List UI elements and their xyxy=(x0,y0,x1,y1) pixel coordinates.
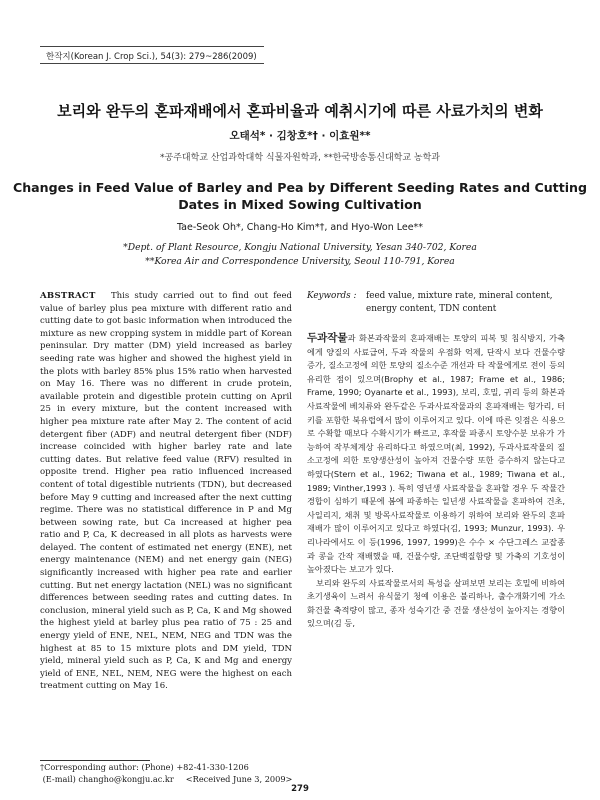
body-paragraph-1 xyxy=(307,332,565,577)
abstract xyxy=(40,290,292,693)
header-rule-top xyxy=(40,46,264,47)
korean-authors: 오태석* · 김창호*† · 이효원** xyxy=(229,130,371,142)
keywords-label: Keywords : xyxy=(307,291,357,301)
english-title xyxy=(0,179,600,213)
english-affiliation-2: **Korea Air and Correspondence University, Seoul 110-791, Korea xyxy=(145,255,455,267)
body-lead-word: 두과작물 xyxy=(307,332,348,344)
english-affiliation-1: *Dept. of Plant Resource, Kongju National University, Yesan 340-702, Korea xyxy=(123,242,477,253)
english-title-line-1: Changes in Feed Value of Barley and Pea by Different Seeding Rates and Cutting xyxy=(12,180,588,195)
korean-affiliation: *공주대학교 산업과학대학 식물자원학과, **한국방송통신대학교 농학과 xyxy=(160,153,440,163)
body-paragraph-2: 보리와 완두의 사료작물로서의 특성을 살펴보면 보리는 호밀에 비하여 초기생육이 느려서 유식물기 청예 이용은 불리하나, 출수개화기에 가소화건물 축적량이 많고, 종자 성숙기간 중 건물 생산성이 높아지는 경향이 있으며(김 등, xyxy=(307,577,565,629)
abstract-heading: ABSTRACT xyxy=(40,291,96,301)
footnote-phone: †Corresponding author: (Phone) +82-41-330-1206 xyxy=(40,762,249,772)
english-title-line-2: Dates in Mixed Sowing Cultivation xyxy=(178,197,422,212)
footnote-email: (E-mail) changho@kongju.ac.kr xyxy=(42,773,174,784)
body-paragraph-1-text: 과 화본과작물의 혼파재배는 토양의 피복 및 침식방지, 가축에게 양질의 사료급여, 두과 작물의 우점화 억제, 단작시 보다 건물수량 증가, 질소고정에 의한 토양의 질소수준 개선과 타 작물에게로 전이 등의 유리한 점이 있으며(Brophy et al., 1987; Frame et al., 1986; Frame, 1990; Oyanarte et al., 1993), 보리, 호밀, 귀리 등의 화본과 사료작물에 베치류와 완두같은 두과사료작물과의 혼파재배는 헝가리, 터키를 포함한 북유럽에서 많이 이루어지고 있다. 이에 따른 잇점은 식용으로 수확할 때보다 수확시기가 빠르고, 후작물 파종시 토양수분 보유가 가능하여 작부체계상 유리하다고 하였으며(최, 1992), 두과사료작물의 질소고정에 의한 토양생산성이 높아져 건물수량 또한 증수하지 않는다고 하였다(Stern et al., 1962; Tiwana et al., 1989; Tiwana et al., 1989; Vinther,1993 ). 특히 영년생 사료작물을 혼파할 경우 두 작물간 경합이 심하기 때문에 봄에 파종하는 일년생 사료작물을 혼파하여 건초, 사일리지, 채취 및 방목사료작물로 이용하기 위하여 보리와 완두의 혼파재배가 많이 이루어지고 있다고 하였다(김, 1993; Munzur, 1993). 우리나라에서도 이 등(1996, 1997, 1999)은 수수 × 수단그레스 교잡종과 콩을 간작 재배했을 때, 건물수량, 조단백질함량 및 가축의 기호성이 높아졌다는 보고가 있다. xyxy=(307,333,565,575)
page-number: 279 xyxy=(291,784,309,794)
received-date: <Received June 3, 2009> xyxy=(185,773,293,784)
keywords-values: feed value, mixture rate, mineral content, energy content, TDN content xyxy=(366,291,553,314)
korean-body xyxy=(307,332,565,631)
journal-citation: 한작지(Korean J. Crop Sci.), 54(3): 279~286(2009) xyxy=(46,52,257,62)
footnote-rule xyxy=(40,760,150,761)
keywords xyxy=(307,290,565,316)
korean-title: 보리와 완두의 혼파재배에서 혼파비율과 예취시기에 따른 사료가치의 변화 xyxy=(57,102,543,120)
footnote xyxy=(40,762,300,785)
english-authors: Tae-Seok Oh*, Chang-Ho Kim*†, and Hyo-Won Lee** xyxy=(176,222,424,233)
english-affiliations xyxy=(0,241,600,268)
header-rule-bottom xyxy=(40,63,264,64)
abstract-text: This study carried out to find out feed value of barley plus pea mixture with different ratio and cutting date to got basic information when introduced the mixture as new cropping system in middle part of Korean peninsular. Dry matter (DM) yield increased as barley seeding rate was higher and showed the highest yield in the plots with barley 85% plus 15% ratio when harvested on May 16. There was no different in crude protein, available protein and digestible protein cutting on April 25 in every mixture, but the content increased with higher pea mixture rate after May 2. The content of acid detergent fiber (ADF) and neutral detergent fiber (NDF) increase coincided with higher barley rate and late cutting dates. But relative feed value (RFV) resulted in opposite trend. Higher pea ratio influenced increased content of total digestible nutrients (TDN), but decreased before May 9 cutting and increased after the next cutting regime. There was no statistical difference in P and Mg between sowing rate, but Ca increased at higher pea ratio and P, Ca, K decreased in all plots as harvests were delayed. The content of estimated net energy (ENE), net energy maintenance (NEM) and net energy gain (NEG) significantly increased with higher pea rate and earlier cutting. But net energy lactation (NEL) was no significant differences between seeding rates and cutting dates. In conclusion, mineral yield such as P, Ca, K and Mg showed the highest yield at barley plus pea ratio of 75 : 25 and energy yield of ENE, NEL, NEM, NEG and TDN was the highest at 85 to 15 mixture plots and DM yield, TDN yield, mineral yield such as P, Ca, K and Mg and energy yield of ENE, NEL, NEM, NEG were the highest on each treatment cutting on May 16. xyxy=(40,291,292,692)
